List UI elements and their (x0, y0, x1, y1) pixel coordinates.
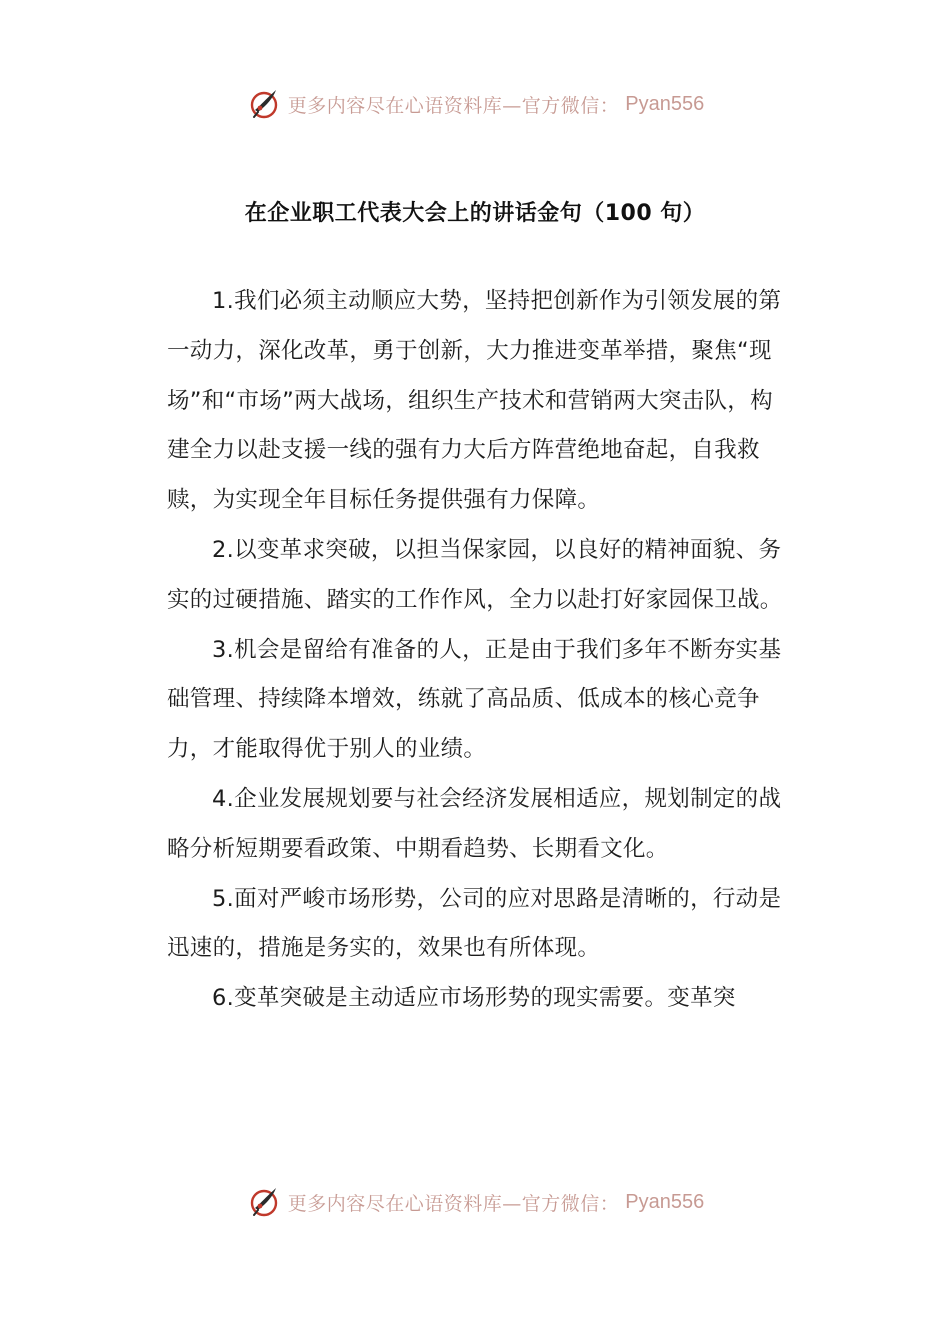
paragraph: 4.企业发展规划要与社会经济发展相适应，规划制定的战略分析短期要看政策、中期看趋势、长期看文化。 (167, 785, 782, 862)
banner-text: 更多内容尽在心语资料库—官方微信： (287, 94, 620, 117)
paragraph: 1.我们必须主动顺应大势，坚持把创新作为引领发展的第一动力，深化改革，勇于创新，大力推进变革举措，聚焦“现场”和“市场”两大战场，组织生产技术和营销两大突击队，构建全力以赴支援一线的强有力大后方阵营绝地奋起，自我救赎，为实现全年目标任务提供强有力保障。 (167, 288, 782, 514)
banner-text: 更多内容尽在心语资料库—官方微信： (287, 1192, 620, 1215)
document-body (167, 277, 787, 1024)
wechat-id: Pyan556 (625, 1190, 705, 1213)
paragraph: 3.机会是留给有准备的人，正是由于我们多年不断夯实基础管理、持续降本增效，练就了高品质、低成本的核心竞争力，才能取得优于别人的业绩。 (167, 636, 782, 763)
paragraph: 6.变革突破是主动适应市场形势的现实需要。变革突 (212, 985, 736, 1012)
quill-pen-logo-icon (246, 1184, 282, 1220)
quill-pen-logo-icon (246, 86, 282, 122)
document-title: 在企业职工代表大会上的讲话金句（100 句） (244, 201, 706, 226)
header-banner (0, 82, 950, 126)
wechat-id: Pyan556 (625, 92, 705, 115)
footer-banner (0, 1180, 950, 1224)
paragraph: 5.面对严峻市场形势，公司的应对思路是清晰的，行动是迅速的，措施是务实的，效果也有所体现。 (167, 885, 782, 962)
paragraph: 2.以变革求突破，以担当保家园，以良好的精神面貌、务实的过硬措施、踏实的工作作风，全力以赴打好家园保卫战。 (167, 536, 783, 613)
